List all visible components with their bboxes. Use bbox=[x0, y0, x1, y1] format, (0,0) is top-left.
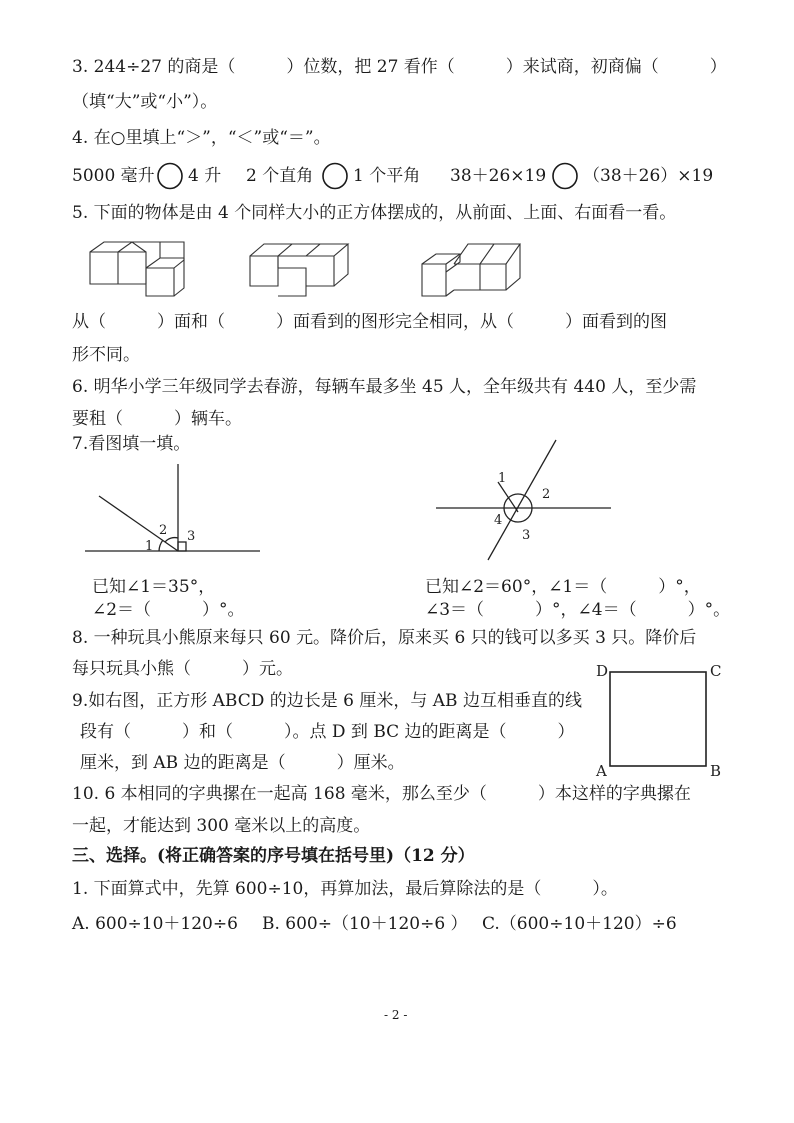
q7-title: 7.看图填一填。 bbox=[72, 434, 191, 454]
q4-item2-left: 2 个直角 bbox=[246, 166, 314, 186]
q7-right-line1: 已知∠2＝60°，∠1＝（ ）°， bbox=[425, 577, 701, 597]
square-abcd-figure bbox=[590, 660, 730, 780]
angle-label-1: 1 bbox=[145, 539, 154, 554]
q4-item2-right: 1 个平角 bbox=[353, 166, 421, 186]
q10-line1: 10. 6 本相同的字典摞在一起高 168 毫米，那么至少（ ）本这样的字典摞在 bbox=[72, 784, 691, 804]
q4-title: 4. 在○里填上“＞”，“＜”或“＝”。 bbox=[72, 128, 331, 148]
option-b: B. 600÷（10＋120÷6 ） bbox=[262, 914, 468, 934]
q8-line1: 8. 一种玩具小熊原来每只 60 元。降价后，原来买 6 只的钱可以多买 3 只。降价后 bbox=[72, 628, 697, 648]
cube-figure-1 bbox=[88, 238, 198, 300]
q9-line2: 段有（ ）和（ ）。点 D 到 BC 边的距离是（ ） bbox=[80, 722, 575, 742]
angle-label-2: 2 bbox=[159, 523, 168, 538]
option-c: C.（600÷10＋120）÷6 bbox=[482, 914, 677, 934]
q3-line1: 3. 244÷27 的商是（ ）位数，把 27 看作（ ）来试商，初商偏（ ） bbox=[72, 57, 727, 77]
q8-line2: 每只玩具小熊（ ）元。 bbox=[72, 659, 293, 679]
vertex-b-label: B bbox=[710, 762, 722, 780]
q3-line2: （填“大”或“小”）。 bbox=[72, 92, 218, 112]
q4-item3-left: 38＋26×19 bbox=[450, 166, 547, 186]
angle-figure-1 bbox=[85, 460, 265, 560]
q4-answer-circle-3[interactable] bbox=[551, 162, 579, 190]
q5-line1: 从（ ）面和（ ）面看到的图形完全相同，从（ ）面看到的图 bbox=[72, 312, 667, 332]
q4-item1-left: 5000 毫升 bbox=[72, 166, 155, 186]
vertex-d-label: D bbox=[596, 662, 609, 680]
q4-answer-circle-1[interactable] bbox=[156, 162, 184, 190]
q6-line1: 6. 明华小学三年级同学去春游，每辆车最多坐 45 人，全年级共有 440 人，至少需 bbox=[72, 377, 697, 397]
q4-item1-right: 4 升 bbox=[188, 166, 222, 186]
q4-answer-circle-2[interactable] bbox=[321, 162, 349, 190]
angle2-label-4: 4 bbox=[494, 513, 503, 528]
q5-line2: 形不同。 bbox=[72, 345, 140, 365]
q10-line2: 一起，才能达到 300 毫米以上的高度。 bbox=[72, 816, 371, 836]
section3-title: 三、选择。(将正确答案的序号填在括号里)（12 分） bbox=[72, 846, 475, 866]
vertex-a-label: A bbox=[596, 762, 607, 780]
q7-left-line2: ∠2＝（ ）°。 bbox=[92, 600, 245, 620]
angle2-label-1: 1 bbox=[498, 471, 507, 486]
q4-item3-right: （38＋26）×19 bbox=[583, 166, 714, 186]
page-number: - 2 - bbox=[384, 1008, 408, 1022]
angle2-label-3: 3 bbox=[522, 528, 531, 543]
q6-line2: 要租（ ）辆车。 bbox=[72, 409, 242, 429]
section3-q1: 1. 下面算式中，先算 600÷10，再算加法，最后算除法的是（ ）。 bbox=[72, 879, 618, 899]
cube-figure-3 bbox=[418, 238, 538, 300]
q5-title: 5. 下面的物体是由 4 个同样大小的正方体摆成的，从前面、上面、右面看一看。 bbox=[72, 203, 677, 223]
vertex-c-label: C bbox=[710, 662, 722, 680]
angle-figure-2 bbox=[436, 436, 616, 564]
q7-left-line1: 已知∠1＝35°， bbox=[92, 577, 216, 597]
angle-label-3: 3 bbox=[187, 529, 196, 544]
angle2-label-2: 2 bbox=[542, 487, 551, 502]
cube-figure-2 bbox=[248, 238, 358, 300]
option-a: A. 600÷10＋120÷6 bbox=[72, 914, 238, 934]
q9-line1: 9.如右图，正方形 ABCD 的边长是 6 厘米，与 AB 边互相垂直的线 bbox=[72, 691, 582, 711]
q7-right-line2: ∠3＝（ ）°，∠4＝（ ）°。 bbox=[425, 600, 731, 620]
q9-line3: 厘米，到 AB 边的距离是（ ）厘米。 bbox=[80, 753, 405, 773]
